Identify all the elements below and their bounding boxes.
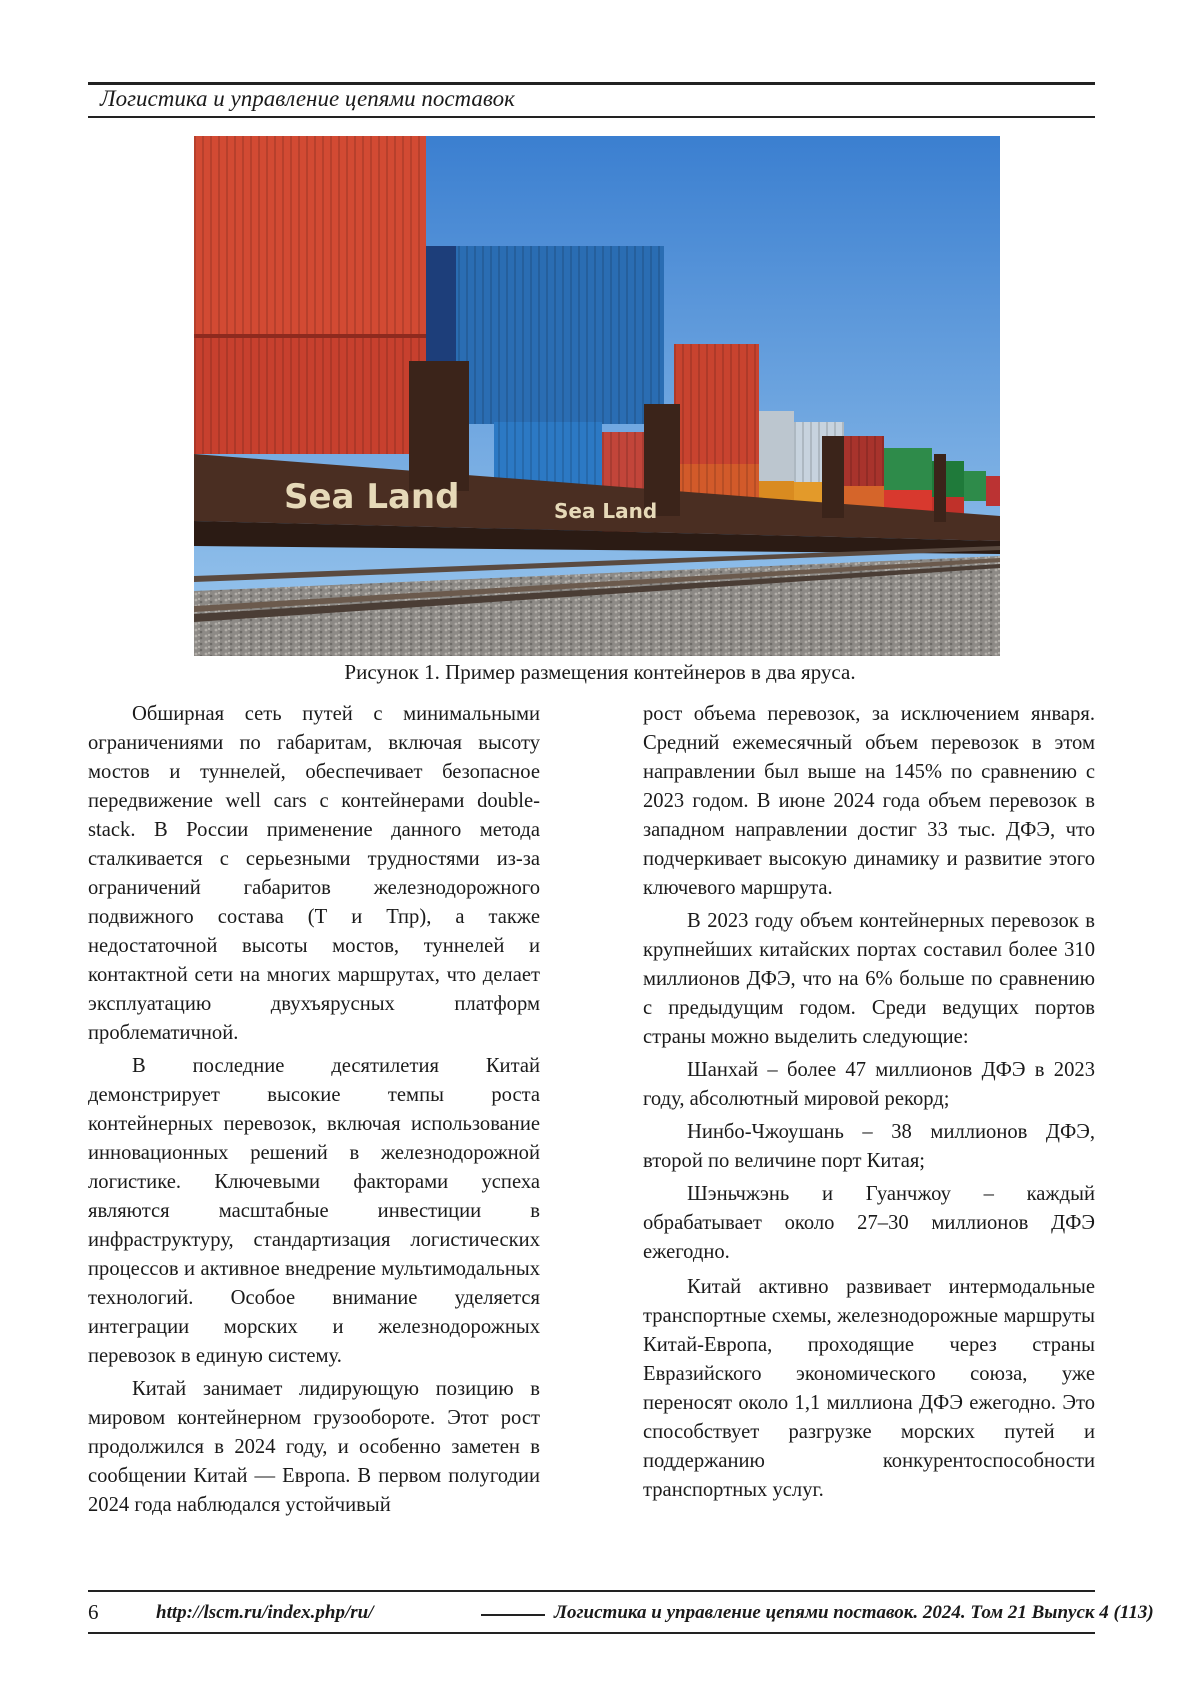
paragraph: Обширная сеть путей с минимальными ограничениями по габаритам, включая высоту мостов и туннелей, обеспечивает безопасное передвижение well cars с контейнерами double-stack. В России применение данного метода сталкивается с серьезными трудностями из-за ограничений габаритов железнодорожного подвижного состава (Т и Тпр), а также недостаточной высоты мостов, туннелей и контактной сети на многих маршрутах, что делает эксплуатацию двухъярусных платформ проблематичной. [88,703,540,1044]
footer-dash [481,1614,545,1616]
running-header: Логистика и управление цепями поставок [100,86,515,111]
railcar-logo-text: Sea Land [284,477,460,517]
paragraph: рост объема перевозок, за исключением января. Средний ежемесячный объем перевозок в этом направлении был выше на 145% по сравнению с 2023 годом. В июне 2024 года объем перевозок в западном направлении достиг 33 тыс. ДФЭ, что подчеркивает высокую динамику и развитие этого ключевого маршрута. [643,703,1095,899]
paragraph: Китай занимает лидирующую позицию в мировом контейнерном грузообороте. Этот рост продолжился в 2024 году, и особенно заметен в сообщении Китай — Европа. В первом полугодии 2024 года наблюдался устойчивый [88,1378,540,1516]
paragraph: В последние десятилетия Китай демонстрирует высокие темпы роста контейнерных перевозок, включая использование инновационных решений в железнодорожной логистике. Ключевыми факторами успеха являются масштабные инвестиции в инфраструктуру, стандартизация логистических процессов и активное внедрение мультимодальных технологий. Особое внимание уделяется интеграции морских и железнодорожных перевозок в единую систему. [88,1055,540,1367]
footer [88,1600,1154,1630]
paragraph: Китай активно развивает интермодальные транспортные схемы, железнодорожные маршруты Китай-Европа, проходящие через страны Евразийского экономического союза, уже переносят около 1,1 миллиона ДФЭ ежегодно. Это способствует разгрузке морских путей и поддержанию конкурентоспособности транспортных услуг. [643,1276,1095,1501]
footer-rule-top [88,1590,1095,1592]
railcar-logo-text-2: Sea Land [554,499,658,523]
journal-citation: Логистика и управление цепями поставок. 2024. Том 21 Выпуск 4 (113) [554,1602,1154,1623]
figure-photo [194,136,1000,656]
list-item-port: Шанхай – более 47 миллионов ДФЭ в 2023 году, абсолютный мировой рекорд; [643,1059,1095,1110]
column-right [643,700,1095,1509]
paragraph: В 2023 году объем контейнерных перевозок в крупнейших китайских портах составил более 310 миллионов ДФЭ, что на 6% больше по сравнению с предыдущим годом. Среди ведущих портов страны можно выделить следующие: [643,910,1095,1048]
journal-url[interactable]: http://lscm.ru/index.php/ru/ [156,1602,374,1623]
figure-caption: Рисунок 1. Пример размещения контейнеров в два яруса. [344,660,856,684]
page-number: 6 [88,1600,99,1624]
red-containers [194,136,426,454]
container-train-illustration [194,136,1000,656]
header-rule-top [88,82,1095,85]
list-item-port: Нинбо-Чжоушань – 38 миллионов ДФЭ, второй по величине порт Китая; [643,1121,1095,1172]
column-left [88,700,540,1524]
header-rule-bottom [88,116,1095,118]
footer-rule-bottom [88,1632,1095,1634]
list-item-port: Шэньчжэнь и Гуанчжоу – каждый обрабатывает около 27–30 миллионов ДФЭ ежегодно. [643,1183,1095,1263]
